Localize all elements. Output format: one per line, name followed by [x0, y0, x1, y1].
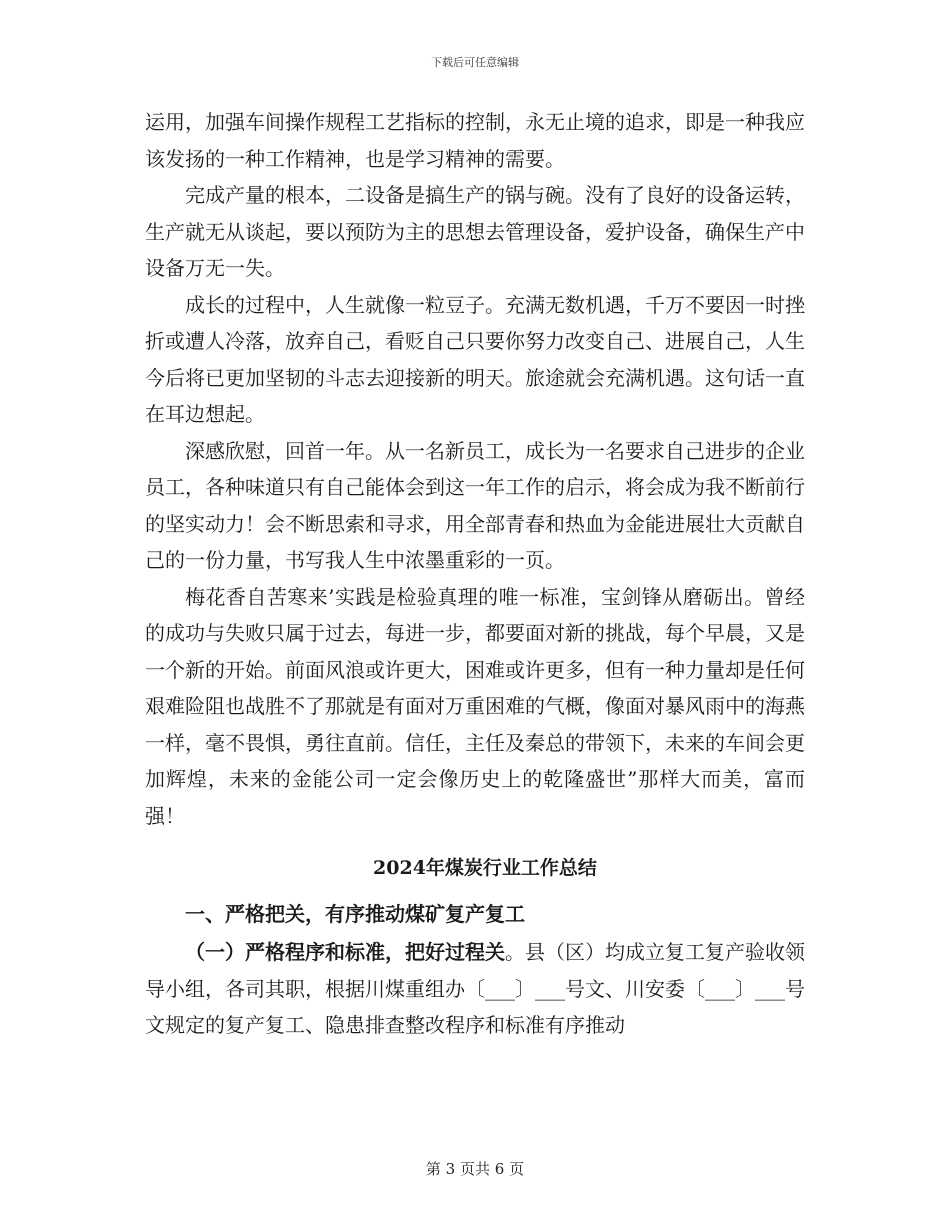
section-heading: 一、严格把关，有序推动煤矿复产复工: [185, 902, 525, 926]
header-note: 下载后可任意编辑: [431, 56, 519, 69]
subsection-lead: （一）严格程序和标准，把好过程关: [185, 940, 505, 964]
paragraph-reflection: 深感欣慰，回首一年。从一名新员工，成长为一名要求自己进步的企业员工，各种味道只有自己能体会到这一年工作的启示，将会成为我不断前行的坚实动力！会不断思索和寻求，用全部青春和热血为金能进展壮大贡献自己的一份力量，书写我人生中浓墨重彩的一页。: [145, 438, 805, 572]
paragraph-equipment: 完成产量的根本，二设备是搞生产的锅与碗。没有了良好的设备运转，生产就无从谈起，要以预防为主的思想去管理设备，爱护设备，确保生产中设备万无一失。: [145, 183, 805, 280]
paragraph-continuation: 运用，加强车间操作规程工艺指标的控制，永无止境的追求，即是一种我应该发扬的一种工作精神，也是学习精神的需要。: [145, 110, 805, 171]
document-title: 2024年煤炭行业工作总结: [373, 857, 597, 879]
document-body: [145, 104, 805, 1044]
subsection-text: 。县（区）均成立复工复产验收领导小组，各司其职，根据川煤重组办〔___〕___号文、川安委〔___〕___号文规定的复产复工、隐患排查整改程序和标准有序推动: [145, 940, 805, 1037]
page-number: 第 3 页共 6 页: [425, 1160, 525, 1178]
paragraph-growth: 成长的过程中，人生就像一粒豆子。充满无数机遇，千万不要因一时挫折或遭人冷落，放弃自己，看贬自己只要你努力改变自己、进展自己，人生今后将已更加坚韧的斗志去迎接新的明天。旅途就会充满机遇。这句话一直在耳边想起。: [145, 292, 805, 426]
subsection-paragraph: [145, 934, 805, 1044]
paragraph-outlook: 梅花香自苦寒来’实践是检验真理的唯一标准，宝剑锋从磨砺出。曾经的成功与失败只属于过去，每进一步，都要面对新的挑战，每个早晨，又是一个新的开始。前面风浪或许更大，困难或许更多，但有一种力量却是任何艰难险阻也战胜不了那就是有面对万重困难的气概，像面对暴风雨中的海燕一样，毫不畏惧，勇往直前。信任，主任及秦总的带领下，未来的车间会更加辉煌，未来的金能公司一定会像历史上的乾隆盛世”那样大而美，富而强！: [145, 584, 805, 828]
